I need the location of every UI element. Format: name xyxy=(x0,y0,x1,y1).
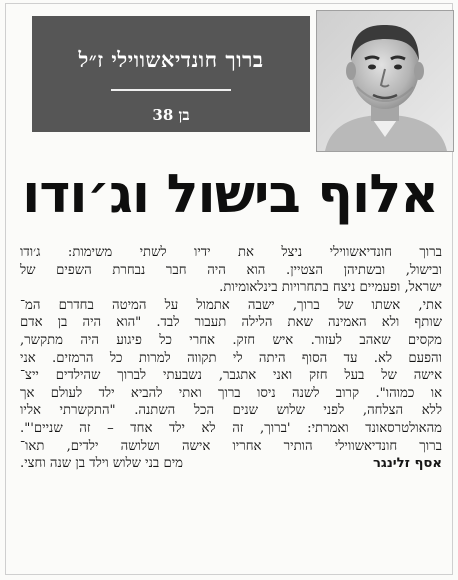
headline: אלוף בישול וג׳ודו xyxy=(22,164,438,225)
article-body xyxy=(20,244,442,574)
article-line: והפעם לא. עד הסוף היתה לי תקווה למרות כל הרמזים. אני xyxy=(20,350,442,366)
article-closing-text: מים בני שלוש וילד בן שנה וחצי. xyxy=(20,456,183,472)
article-line: מהאולטרסאונד ואמרתי: 'ברוך, זה לא ילד אחד – זה שניים'". xyxy=(20,420,442,436)
obituary-header xyxy=(6,4,454,152)
deceased-name: ברוך חונדיאשווילי ז״ל xyxy=(78,47,264,72)
article-line: ברוך חונדיאשווילי ניצל את ידיו לשתי משימות: ג׳ודו xyxy=(20,245,442,260)
article-last-line xyxy=(20,455,442,473)
article-line: ובישול, ובשתיהן הצטיין. הוא היה חבר נבחרת השפים של xyxy=(20,262,442,278)
article-line: ללא הצלחה, לפני שלוש שנים הכל השתנה. "התקשרתי אליו xyxy=(20,403,442,419)
author-byline: אסף זלינגר xyxy=(372,456,442,472)
article-line: אתי, אשתו של ברוך, ישבה אתמול על המיטה בחדרם המ־ xyxy=(20,297,442,313)
name-banner xyxy=(32,16,310,132)
article-line: שותף ולא האמינה שאת הלילה תעבור לבד. "הוא היה בן אדם xyxy=(20,315,442,331)
article-line: אישה של בעל חזק ואני אתגבר, נשבעתי לברוך שהילדים ייצ־ xyxy=(20,368,442,384)
portrait-photo xyxy=(316,10,454,152)
article-line: ישראל, ופעמיים ניצח בתחרויות בינלאומיות. xyxy=(219,280,442,296)
obituary-card xyxy=(5,3,453,575)
article-line: מקסים שאהב לעזור. איש חזק. אחרי כל פיגוע היה מתקשר, xyxy=(20,332,442,348)
article-line: ברוך חונדיאשווילי הותיר אחריו אישה ושלושה ילדים, תאו־ xyxy=(20,438,442,454)
article-line: או כמוהו". קרוב לשנה ניסו ברוך ואתי להביא ילד לעולם אך xyxy=(20,385,442,401)
banner-divider xyxy=(111,89,231,91)
deceased-age: בן 38 xyxy=(152,106,190,124)
